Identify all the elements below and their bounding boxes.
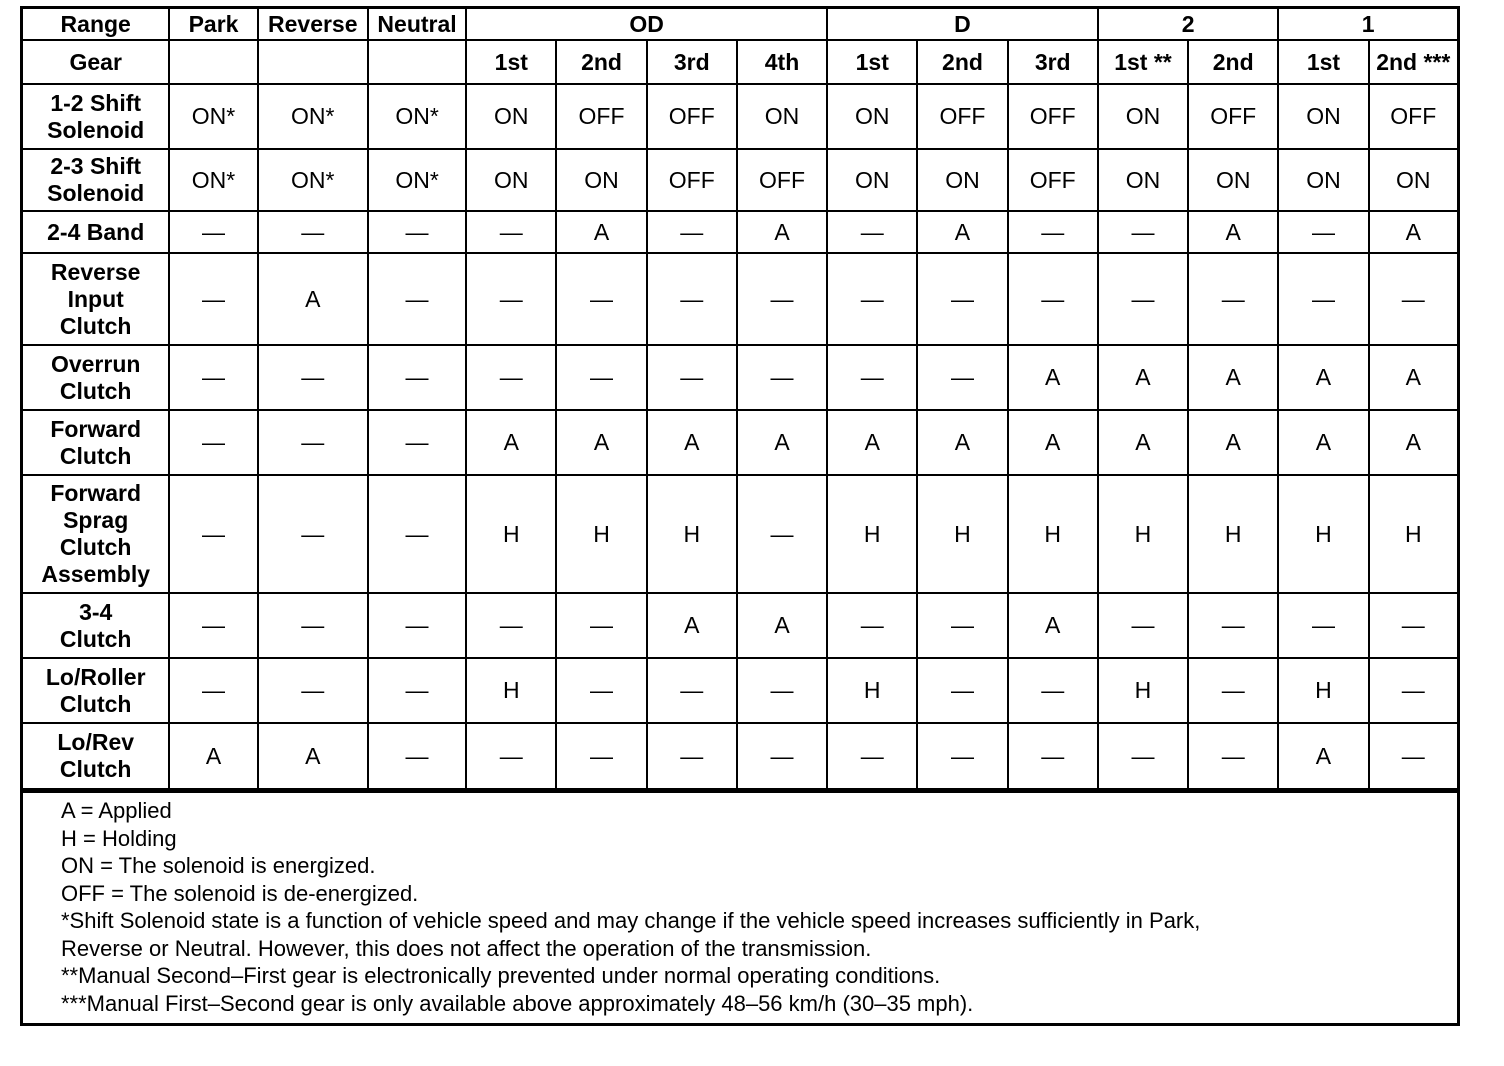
state-cell: —: [556, 658, 646, 723]
state-cell: —: [917, 723, 1007, 789]
state-cell: —: [647, 211, 737, 253]
state-cell: H: [1188, 475, 1278, 593]
component-label: [23, 410, 169, 475]
gear-d-2nd: 2nd: [917, 40, 1007, 84]
state-cell: —: [1278, 253, 1368, 345]
component-label-line: Clutch: [59, 756, 132, 782]
state-cell: A: [647, 593, 737, 658]
state-cell: ON: [1278, 149, 1368, 211]
state-cell: A: [1098, 410, 1188, 475]
state-cell: —: [917, 658, 1007, 723]
state-cell: A: [647, 410, 737, 475]
legend-line: Reverse or Neutral. However, this does not affect the operation of the transmission.: [61, 935, 872, 961]
state-cell: A: [1008, 593, 1098, 658]
state-cell: OFF: [556, 84, 646, 149]
state-cell: A: [169, 723, 257, 789]
state-cell: H: [1278, 475, 1368, 593]
state-cell: OFF: [647, 84, 737, 149]
state-cell: OFF: [1008, 149, 1098, 211]
state-cell: H: [1098, 475, 1188, 593]
state-cell: —: [169, 475, 257, 593]
component-label-line: 1-2 Shift: [50, 89, 142, 116]
state-cell: A: [1008, 410, 1098, 475]
state-cell: H: [466, 658, 556, 723]
range-park: Park: [169, 9, 257, 40]
state-cell: —: [1098, 723, 1188, 789]
gear-od-3rd: 3rd: [647, 40, 737, 84]
state-cell: A: [1188, 345, 1278, 410]
state-cell: —: [827, 593, 917, 658]
legend-line: H = Holding: [61, 825, 177, 851]
component-label-line: Solenoid: [47, 180, 145, 206]
state-cell: —: [466, 345, 556, 410]
legend-line: ON = The solenoid is energized.: [61, 853, 376, 878]
state-cell: —: [368, 345, 466, 410]
component-label-line: Clutch: [59, 690, 132, 717]
state-cell: —: [647, 345, 737, 410]
state-cell: —: [466, 723, 556, 789]
state-cell: —: [258, 345, 368, 410]
state-cell: —: [737, 253, 827, 345]
state-cell: —: [1008, 723, 1098, 789]
component-row: [23, 410, 1457, 475]
state-cell: —: [737, 658, 827, 723]
component-label-line: Clutch: [59, 377, 132, 404]
state-cell: A: [737, 593, 827, 658]
component-row: [23, 593, 1457, 658]
state-cell: —: [258, 475, 368, 593]
apply-components-table: [23, 9, 1457, 790]
component-label-line: Forward: [50, 415, 142, 442]
range-header-row: [23, 9, 1457, 40]
gear-d-3rd: 3rd: [1008, 40, 1098, 84]
component-row: [23, 475, 1457, 593]
state-cell: OFF: [737, 149, 827, 211]
state-cell: —: [368, 253, 466, 345]
component-row: [23, 149, 1457, 211]
range-od: OD: [466, 9, 827, 40]
gear-d-1st: 1st: [827, 40, 917, 84]
state-cell: —: [466, 253, 556, 345]
state-cell: OFF: [1008, 84, 1098, 149]
state-cell: A: [1369, 211, 1457, 253]
state-cell: —: [1008, 658, 1098, 723]
component-label-line: Input: [67, 285, 124, 312]
component-label-line: Clutch: [59, 312, 132, 339]
range-reverse: Reverse: [258, 9, 368, 40]
state-cell: —: [258, 211, 368, 253]
state-cell: —: [827, 211, 917, 253]
state-cell: H: [827, 475, 917, 593]
state-cell: —: [737, 345, 827, 410]
state-cell: —: [169, 410, 257, 475]
state-cell: ON: [466, 84, 556, 149]
state-cell: OFF: [917, 84, 1007, 149]
component-row: [23, 658, 1457, 723]
transmission-apply-chart: [20, 6, 1460, 1026]
state-cell: ON: [1369, 149, 1457, 211]
state-cell: A: [1369, 410, 1457, 475]
gear-empty: [368, 40, 466, 84]
component-row: [23, 84, 1457, 149]
state-cell: —: [368, 410, 466, 475]
component-label-line: Forward: [50, 480, 142, 506]
state-cell: —: [1369, 253, 1457, 345]
range-d: D: [827, 9, 1098, 40]
state-cell: ON: [1278, 84, 1368, 149]
state-cell: H: [556, 475, 646, 593]
state-cell: H: [1008, 475, 1098, 593]
gear-empty: [258, 40, 368, 84]
state-cell: H: [917, 475, 1007, 593]
component-label: [23, 723, 169, 789]
state-cell: ON: [1098, 84, 1188, 149]
gear-label: Gear: [23, 40, 169, 84]
state-cell: —: [1369, 658, 1457, 723]
gear-od-4th: 4th: [737, 40, 827, 84]
state-cell: —: [258, 593, 368, 658]
state-cell: H: [1098, 658, 1188, 723]
component-label: [23, 658, 169, 723]
component-label-line: 2-3 Shift: [50, 153, 142, 179]
component-label-line: Solenoid: [47, 116, 145, 143]
state-cell: —: [169, 345, 257, 410]
state-cell: —: [737, 723, 827, 789]
state-cell: —: [1369, 593, 1457, 658]
state-cell: H: [1278, 658, 1368, 723]
state-cell: ON*: [169, 149, 257, 211]
state-cell: ON: [466, 149, 556, 211]
gear-empty: [169, 40, 257, 84]
state-cell: A: [556, 410, 646, 475]
state-cell: A: [556, 211, 646, 253]
state-cell: A: [1369, 345, 1457, 410]
state-cell: A: [917, 211, 1007, 253]
state-cell: ON: [1098, 149, 1188, 211]
component-label-line: Sprag: [63, 507, 129, 533]
state-cell: —: [258, 410, 368, 475]
state-cell: —: [647, 253, 737, 345]
component-row: [23, 253, 1457, 345]
state-cell: —: [169, 593, 257, 658]
component-label-line: Clutch: [59, 625, 132, 652]
range-1: 1: [1278, 9, 1457, 40]
gear-header-row: [23, 40, 1457, 84]
gear-1-2nd: 2nd ***: [1369, 40, 1457, 84]
state-cell: A: [827, 410, 917, 475]
state-cell: —: [258, 658, 368, 723]
state-cell: A: [1278, 345, 1368, 410]
component-label: [23, 149, 169, 211]
state-cell: ON: [737, 84, 827, 149]
component-label: [23, 84, 169, 149]
component-label: [23, 253, 169, 345]
gear-od-1st: 1st: [466, 40, 556, 84]
component-label: [23, 593, 169, 658]
component-label-line: Overrun: [50, 350, 141, 377]
legend-line: OFF = The solenoid is de-energized.: [61, 880, 419, 906]
state-cell: ON: [556, 149, 646, 211]
state-cell: OFF: [1369, 84, 1457, 149]
component-label-line: Lo/Rev: [57, 729, 135, 755]
state-cell: ON: [827, 84, 917, 149]
state-cell: —: [1098, 593, 1188, 658]
component-label-line: 2-4 Band: [47, 218, 145, 245]
state-cell: A: [917, 410, 1007, 475]
state-cell: —: [1098, 253, 1188, 345]
component-label-line: Assembly: [41, 561, 151, 587]
state-cell: OFF: [1188, 84, 1278, 149]
state-cell: A: [258, 253, 368, 345]
state-cell: OFF: [647, 149, 737, 211]
legend-line: A = Applied: [61, 798, 172, 823]
state-cell: A: [466, 410, 556, 475]
state-cell: —: [466, 211, 556, 253]
state-cell: —: [827, 253, 917, 345]
state-cell: —: [169, 211, 257, 253]
component-label: [23, 345, 169, 410]
state-cell: —: [917, 253, 1007, 345]
gear-2-2nd: 2nd: [1188, 40, 1278, 84]
state-cell: —: [917, 593, 1007, 658]
state-cell: H: [1369, 475, 1457, 593]
state-cell: A: [1278, 723, 1368, 789]
state-cell: —: [556, 723, 646, 789]
state-cell: H: [647, 475, 737, 593]
state-cell: —: [368, 593, 466, 658]
state-cell: —: [827, 723, 917, 789]
component-label-line: Clutch: [59, 442, 132, 469]
state-cell: —: [827, 345, 917, 410]
state-cell: —: [1188, 723, 1278, 789]
state-cell: —: [466, 593, 556, 658]
state-cell: A: [1278, 410, 1368, 475]
state-cell: ON: [917, 149, 1007, 211]
state-cell: —: [647, 658, 737, 723]
state-cell: ON*: [258, 84, 368, 149]
state-cell: A: [737, 410, 827, 475]
state-cell: ON*: [368, 149, 466, 211]
state-cell: —: [1369, 723, 1457, 789]
state-cell: —: [737, 475, 827, 593]
state-cell: —: [169, 658, 257, 723]
state-cell: ON: [827, 149, 917, 211]
component-label-line: 3-4: [79, 598, 113, 625]
component-label-line: Reverse: [50, 258, 141, 285]
component-label-line: Lo/Roller: [45, 663, 146, 690]
state-cell: —: [1098, 211, 1188, 253]
state-cell: —: [368, 658, 466, 723]
component-row: [23, 211, 1457, 253]
state-cell: —: [556, 345, 646, 410]
state-cell: —: [1278, 211, 1368, 253]
state-cell: —: [368, 475, 466, 593]
range-label: Range: [23, 9, 169, 40]
state-cell: —: [1008, 211, 1098, 253]
state-cell: —: [1188, 593, 1278, 658]
legend: [23, 790, 1457, 1023]
state-cell: A: [1008, 345, 1098, 410]
state-cell: ON*: [169, 84, 257, 149]
state-cell: —: [368, 723, 466, 789]
gear-2-1st: 1st **: [1098, 40, 1188, 84]
state-cell: ON: [1188, 149, 1278, 211]
state-cell: —: [1188, 253, 1278, 345]
component-label: [23, 211, 169, 253]
state-cell: A: [737, 211, 827, 253]
state-cell: A: [1098, 345, 1188, 410]
state-cell: ON*: [258, 149, 368, 211]
component-row: [23, 723, 1457, 789]
range-2: 2: [1098, 9, 1278, 40]
legend-line: ***Manual First–Second gear is only available above approximately 48–56 km/h (30–35 mph).: [61, 990, 974, 1016]
range-neutral: Neutral: [368, 9, 466, 40]
component-row: [23, 345, 1457, 410]
gear-1-1st: 1st: [1278, 40, 1368, 84]
state-cell: —: [169, 253, 257, 345]
state-cell: —: [556, 593, 646, 658]
state-cell: ON*: [368, 84, 466, 149]
state-cell: —: [647, 723, 737, 789]
component-label: [23, 475, 169, 593]
component-label-line: Clutch: [59, 534, 132, 560]
state-cell: H: [466, 475, 556, 593]
state-cell: —: [368, 211, 466, 253]
state-cell: A: [258, 723, 368, 789]
legend-line: *Shift Solenoid state is a function of vehicle speed and may change if the vehicle speed increases sufficiently in Park,: [61, 908, 1201, 933]
state-cell: A: [1188, 410, 1278, 475]
legend-line: **Manual Second–First gear is electronically prevented under normal operating conditions.: [61, 963, 941, 988]
gear-od-2nd: 2nd: [556, 40, 646, 84]
state-cell: —: [917, 345, 1007, 410]
state-cell: —: [556, 253, 646, 345]
state-cell: —: [1188, 658, 1278, 723]
state-cell: A: [1188, 211, 1278, 253]
state-cell: H: [827, 658, 917, 723]
state-cell: —: [1278, 593, 1368, 658]
state-cell: —: [1008, 253, 1098, 345]
